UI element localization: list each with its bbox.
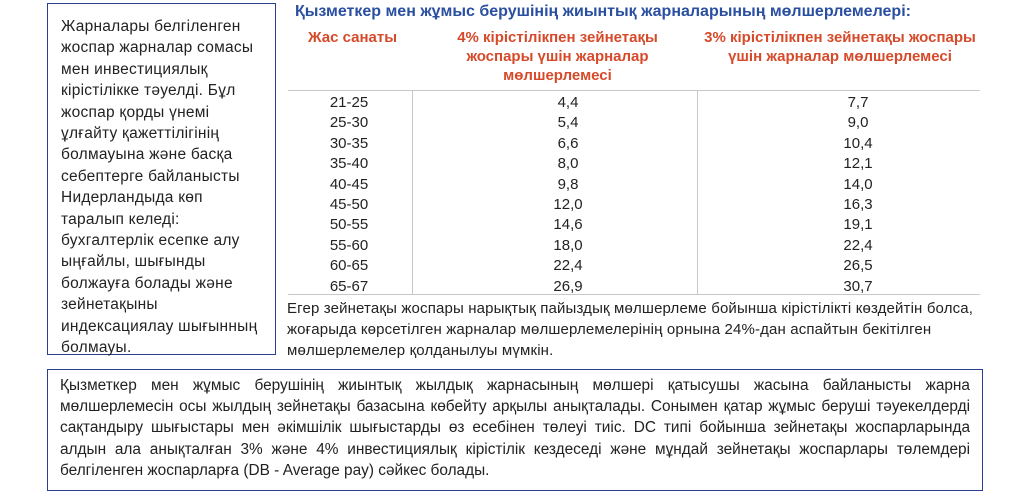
table-bottom-rule (288, 294, 980, 295)
cell-rate-3: 14,0 (843, 175, 873, 193)
cell-age: 55-60 (329, 236, 369, 254)
cell-rate-3: 16,3 (843, 195, 873, 213)
side-note-box (47, 3, 276, 355)
cell-rate-4: 5,4 (557, 114, 579, 132)
cell-rate-3: 12,1 (843, 155, 873, 173)
cell-rate-4: 12,0 (553, 195, 583, 213)
side-note-text: Жарналары белгіленген жоспар жарналар сомасы мен инвестициялық кірістілікке тәуелді. Бұл жоспар қорды үнемі ұлғайту қажеттілігінің болмауына және басқа себептерге байланысты Нидерландыда көп таралып келеді: бухгалтерлік есепке алу ыңғайлы, шығынды болжауға болады және зейнетақыны индексациялау шығынның болмауы. (61, 18, 258, 357)
cell-rate-3: 7,7 (847, 94, 869, 111)
table-top-rule (288, 90, 980, 91)
header-age: Жас санаты (307, 29, 398, 46)
cell-age: 65-67 (329, 277, 369, 295)
table-row (288, 195, 980, 215)
cell-rate-4: 8,0 (557, 155, 579, 173)
cell-age: 40-45 (329, 175, 369, 193)
cell-rate-4: 26,9 (553, 277, 583, 295)
table-row (288, 154, 980, 174)
cell-age: 25-30 (329, 114, 369, 132)
cell-rate-3: 19,1 (843, 216, 873, 234)
header-rate-3: 3% кірістілікпен зейнетақы жоспары үшін жарналар мөлшерлемесі (704, 29, 976, 65)
cell-rate-4: 14,6 (553, 216, 583, 234)
cell-rate-4: 6,6 (557, 134, 579, 152)
table-note: Егер зейнетақы жоспары нарықтық пайыздық мөлшерлеме бойынша кірістілікті көздейтін болса, жоғарыда көрсетілген жарналар мөлшерлемелерінің орнына 24%-дан аспайтын бекітілген мөлшерлемелер қолданылуы мүмкін. (287, 300, 974, 359)
cell-rate-3: 22,4 (843, 236, 873, 254)
cell-age: 35-40 (329, 155, 369, 173)
cell-rate-3: 26,5 (843, 257, 873, 275)
cell-age: 30-35 (329, 134, 369, 152)
cell-age: 60-65 (329, 257, 369, 275)
cell-age: 50-55 (329, 216, 369, 234)
table-row (288, 215, 980, 235)
cell-rate-4: 4,4 (557, 94, 579, 111)
bottom-note-text: Қызметкер мен жұмыс берушінің жиынтық жылдық жарнасының мөлшері қатысушы жасына байланысты жарна мөлшерлемесін осы жылдың зейнетақы базасына көбейту арқылы анықталады. Сонымен қатар жұмыс беруші тәуекелдерді сақтандыру шығыстары мен әкімшілік шығыстарды өз есебінен төлеуі тиіс. DC типі бойынша зейнетақы жоспарларында алдын ала анықталған 3% және 4% инвестициялық кірістілік кездеседі және мұндай зейнетақы жоспарлары төлемдері белгіленген жоспарларға (DB - Average pay) сәйкес болады. (60, 377, 970, 479)
header-rate-4: 4% кірістілікпен зейнетақы жоспары үшін жарналар мөлшерлемесі (457, 29, 658, 84)
table-row (288, 236, 980, 256)
cell-rate-3: 9,0 (847, 114, 869, 132)
table-row (288, 256, 980, 276)
table-row (288, 134, 980, 154)
table-body (288, 93, 980, 297)
cell-rate-3: 10,4 (843, 134, 873, 152)
cell-rate-4: 22,4 (553, 257, 583, 275)
cell-rate-4: 18,0 (553, 236, 583, 254)
cell-rate-3: 30,7 (843, 277, 873, 295)
table-row (288, 93, 980, 113)
bottom-note-box (47, 369, 983, 491)
table-row (288, 175, 980, 195)
table-row (288, 113, 980, 133)
cell-age: 21-25 (329, 94, 369, 111)
table-title: Қызметкер мен жұмыс берушінің жиынтық жарналарының мөлшерлемелері: (295, 3, 911, 20)
cell-rate-4: 9,8 (557, 175, 579, 193)
cell-age: 45-50 (329, 195, 369, 213)
